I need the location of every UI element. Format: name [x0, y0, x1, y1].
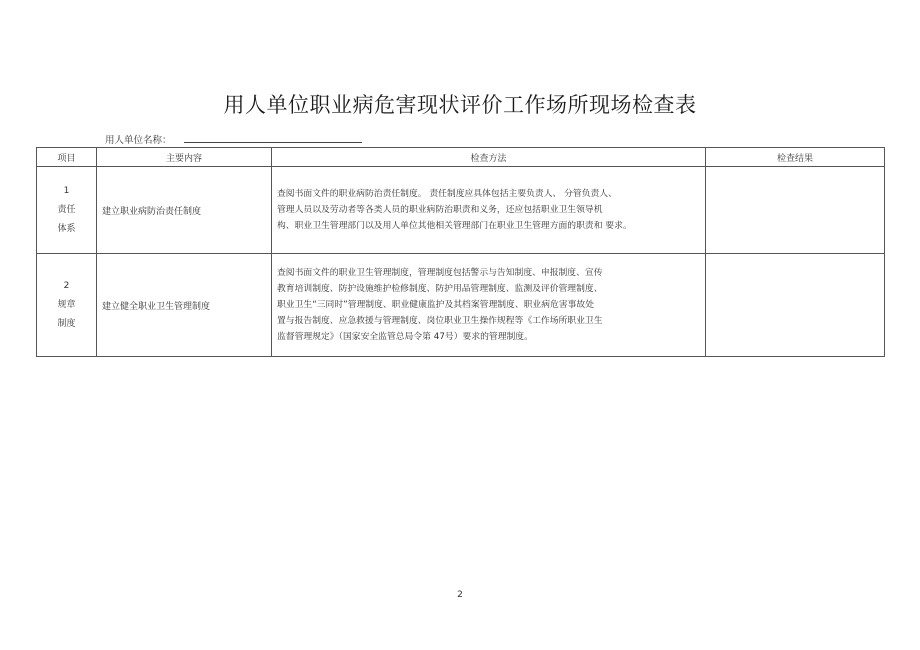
- item-number: 2: [63, 280, 70, 291]
- item-name-line: 责任: [57, 204, 76, 215]
- content-cell: 建立职业病防治责任制度: [97, 167, 272, 254]
- content-cell: 建立健全职业卫生管理制度: [97, 254, 272, 357]
- item-cell: [37, 254, 97, 357]
- page-number: 2: [457, 590, 463, 600]
- item-name-line: 制度: [57, 318, 76, 329]
- method-line: 教育培训制度、防护设施维护检修制度、防护用品管理制度、监测及评价管理制度、: [277, 284, 603, 294]
- method-line: 查阅书面文件的职业病防治责任制度。 责任制度应具体包括主要负责人、 分管负责人、: [277, 189, 617, 199]
- header-result: 检查结果: [706, 148, 885, 167]
- employer-name-label: 用人单位名称：: [105, 135, 172, 146]
- header-item: 项目: [37, 148, 97, 167]
- employer-name-row: [105, 132, 362, 146]
- method-line: 监督管理规定》（国家安全监管总局令第 47号）要求的管理制度。: [277, 332, 533, 342]
- item-number: 1: [63, 185, 70, 196]
- method-line: 查阅书面文件的职业卫生管理制度，管理制度包括警示与告知制度、申报制度、宣传: [277, 268, 603, 278]
- table-row: [37, 167, 885, 254]
- method-cell: [272, 254, 706, 357]
- inspection-table: [36, 147, 885, 357]
- item-name-line: 体系: [57, 223, 76, 234]
- header-method: 检查方法: [272, 148, 706, 167]
- item-cell: [37, 167, 97, 254]
- header-content: 主要内容: [97, 148, 272, 167]
- result-cell[interactable]: [706, 254, 885, 357]
- table-header-row: [37, 148, 885, 167]
- result-cell[interactable]: [706, 167, 885, 254]
- document-title: 用人单位职业病危害现状评价工作场所现场检查表: [223, 93, 697, 117]
- method-line: 构、职业卫生管理部门以及用人单位其他相关管理部门在职业卫生管理方面的职责和 要求。: [277, 221, 632, 231]
- method-line: 置与报告制度、应急救援与管理制度、岗位职业卫生操作规程等《工作场所职业卫生: [277, 316, 603, 326]
- method-line: 职业卫生“三同时”管理制度、职业健康监护及其档案管理制度、职业病危害事故处: [277, 300, 595, 310]
- method-cell: [272, 167, 706, 254]
- employer-name-blank: [184, 133, 362, 143]
- table-row: [37, 254, 885, 357]
- item-name-line: 规章: [57, 299, 76, 310]
- method-line: 管理人员以及劳动者等各类人员的职业病防治职责和义务，还应包括职业卫生领导机: [277, 205, 603, 215]
